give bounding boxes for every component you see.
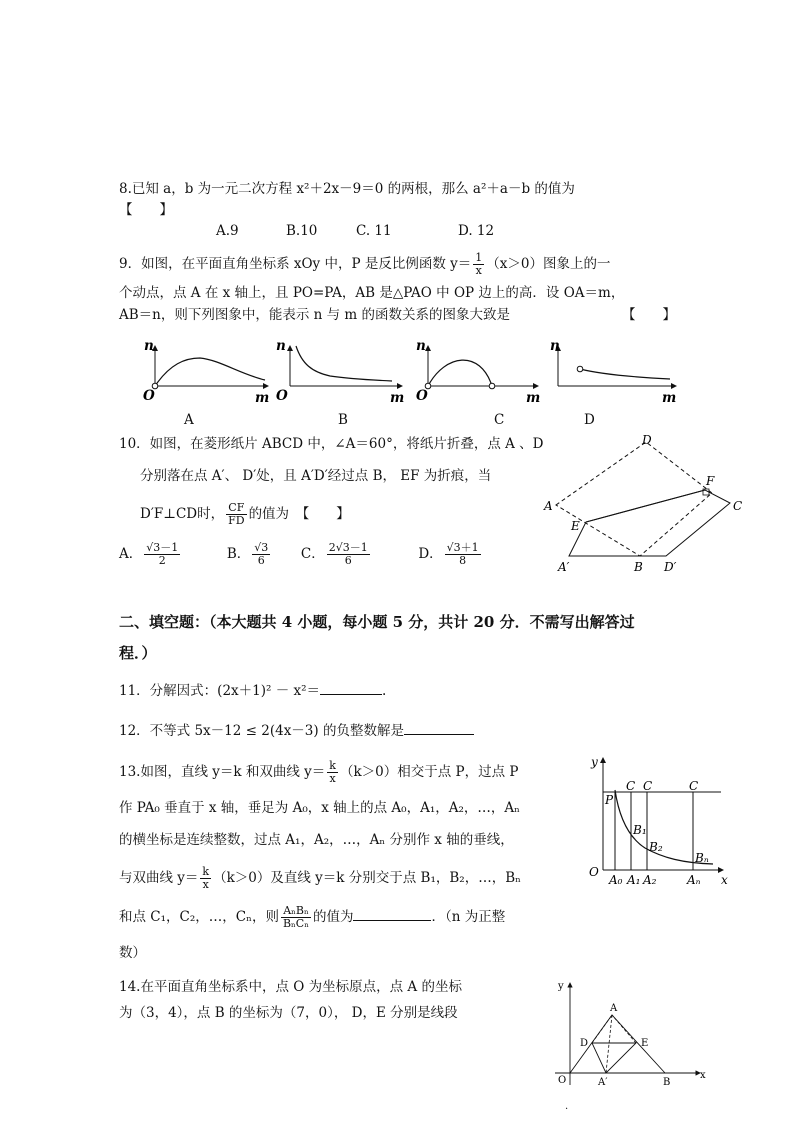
q9-frac-den: x bbox=[475, 264, 482, 277]
q9-line1-a: 9．如图，在平面直角坐标系 xOy 中，P 是反比例函数 y＝ bbox=[119, 256, 472, 272]
q10-line1: 10．如图，在菱形纸片 ABCD 中，∠A＝60°，将纸片折叠，点 A 、D bbox=[119, 436, 544, 452]
q8-option-c: C. 11 bbox=[356, 223, 392, 239]
graph-label-a: A bbox=[184, 412, 194, 428]
q14-label-a-prime: A′ bbox=[598, 1077, 608, 1088]
q14-label-x: x bbox=[700, 1070, 706, 1081]
graph-b bbox=[276, 338, 404, 406]
graph-c-n: n bbox=[416, 338, 426, 354]
q13-frac3-num: AₙBₙ bbox=[281, 905, 311, 918]
q10-line3-a: D′F⊥CD时， bbox=[140, 506, 225, 522]
q13-label-x: x bbox=[721, 873, 728, 887]
q13-line4-a: 与双曲线 y＝ bbox=[119, 870, 199, 886]
q10-option-c-num: 2√3－1 bbox=[328, 541, 368, 554]
q10-option-a-num: √3－1 bbox=[146, 541, 179, 554]
q8-stem: 8.已知 a，b 为一元二次方程 x²＋2x－9＝0 的两根，那么 a²＋a－b 的值为 bbox=[119, 181, 575, 197]
q10-option-a-frac bbox=[144, 542, 180, 567]
graph-a bbox=[143, 338, 269, 406]
q13-label-y: y bbox=[591, 755, 598, 769]
q8-option-d: D. 12 bbox=[458, 223, 495, 239]
q10-label-c: C bbox=[733, 499, 743, 513]
q13-label-a0: A₀ bbox=[609, 873, 623, 887]
q13-label-a1: A₁ bbox=[627, 873, 641, 887]
q13-answer-blank[interactable] bbox=[353, 906, 431, 921]
graph-a-curve bbox=[155, 358, 265, 386]
q10-crease-ef bbox=[586, 490, 705, 522]
graph-d bbox=[550, 338, 676, 406]
q13-label-b2: B₂ bbox=[649, 840, 663, 854]
q13-line4-b: （k＞0）及直线 y＝k 分别交于点 B₁，B₂，…，Bₙ bbox=[213, 870, 521, 886]
q13-frac3-den: BₙCₙ bbox=[282, 917, 309, 930]
q10-label-a: A bbox=[544, 499, 553, 513]
q13-line5 bbox=[119, 905, 505, 930]
q14-triangle-dea bbox=[592, 1043, 636, 1073]
q10-option-c-frac bbox=[327, 542, 370, 567]
page-footer-dot: . bbox=[565, 1101, 569, 1112]
q13-line5-c: ．（n 为正整 bbox=[431, 909, 506, 925]
q10-option-d-frac bbox=[445, 542, 481, 567]
q13-line1-a: 13.如图，直线 y＝k 和双曲线 y＝ bbox=[119, 764, 326, 780]
graph-a-m: m bbox=[255, 390, 270, 406]
q13-frac-num: k bbox=[329, 759, 336, 772]
q10-original-rhombus bbox=[556, 442, 712, 556]
q13-line1-b: （k＞0）相交于点 P，过点 P bbox=[339, 764, 519, 780]
q13-line1 bbox=[119, 760, 518, 785]
q9-fraction bbox=[473, 252, 484, 277]
q10-option-c-letter: C． bbox=[300, 546, 325, 562]
q10-label-d: D bbox=[642, 433, 652, 447]
q10-option-d-num: √3＋1 bbox=[446, 541, 479, 554]
q9-line1-b: （x＞0）图象上的一 bbox=[486, 256, 611, 272]
q10-label-f: F bbox=[706, 474, 715, 488]
q9-line1 bbox=[119, 252, 610, 277]
graph-label-c: C bbox=[494, 412, 505, 428]
q9-frac-num: 1 bbox=[475, 251, 483, 264]
q10-line3-b: 的值为 【 】 bbox=[248, 506, 350, 522]
q13-label-bn: Bₙ bbox=[695, 851, 709, 865]
q10-figure bbox=[536, 430, 748, 575]
graph-label-d: D bbox=[584, 412, 595, 428]
q10-option-a-letter: A． bbox=[119, 546, 143, 562]
q14-line2: 为（3，4），点 B 的坐标为（7，0）， D，E 分别是线段 bbox=[119, 1005, 458, 1021]
q11 bbox=[119, 680, 386, 700]
q10-option-d-letter: D． bbox=[418, 546, 443, 562]
q14-label-o: O bbox=[558, 1075, 567, 1086]
q13-label-c2: C bbox=[643, 779, 653, 793]
q10-label-d-prime: D′ bbox=[664, 560, 677, 574]
q10-option-b-frac bbox=[252, 542, 270, 567]
q13-line4 bbox=[119, 866, 521, 891]
q14-line1: 14.在平面直角坐标系中，点 O 为坐标原点，点 A 的坐标 bbox=[119, 979, 462, 995]
q10-option-c-den: 6 bbox=[344, 554, 352, 567]
q14-label-d: D bbox=[580, 1038, 589, 1049]
q13-label-p: P bbox=[605, 793, 614, 807]
graph-d-curve bbox=[580, 369, 670, 379]
graph-c-open-point-right bbox=[489, 383, 495, 389]
q12 bbox=[119, 720, 474, 740]
q10-frac-num: CF bbox=[226, 502, 246, 515]
q10-label-e: E bbox=[571, 519, 580, 533]
q14-figure bbox=[540, 975, 720, 1095]
q9-line3: AB＝n，则下列图象中，能表示 n 与 m 的函数关系的图象大致是 bbox=[119, 307, 511, 323]
q12-answer-blank[interactable] bbox=[404, 720, 474, 735]
graph-label-b: B bbox=[338, 412, 348, 428]
q10-frac-den: FD bbox=[228, 514, 245, 527]
q10-option-b-num: √3 bbox=[254, 541, 269, 554]
q13-label-c1: C bbox=[626, 779, 636, 793]
q11-answer-blank[interactable] bbox=[320, 680, 382, 695]
q10-option-a bbox=[119, 541, 182, 567]
q13-line2: 作 PA₀ 垂直于 x 轴，垂足为 A₀，x 轴上的点 A₀，A₁，A₂，…，Aₙ bbox=[119, 800, 521, 816]
q10-line2: 分别落在点 A′、 D′处，且 A′D′经过点 B， EF 为折痕，当 bbox=[140, 468, 492, 484]
graph-c-o: O bbox=[416, 388, 428, 404]
q10-option-b-letter: B． bbox=[226, 546, 251, 562]
q8-bracket: 【 】 bbox=[119, 202, 173, 218]
q11-end: . bbox=[382, 683, 387, 699]
graph-a-n: n bbox=[144, 338, 154, 354]
q9-graphs bbox=[140, 334, 690, 410]
q14-label-b: B bbox=[663, 1077, 671, 1088]
q10-option-a-den: 2 bbox=[158, 554, 166, 567]
q9-bracket: 【 】 bbox=[622, 307, 676, 323]
q13-label-an: Aₙ bbox=[687, 873, 701, 887]
q10-folded-shape bbox=[569, 490, 730, 556]
q13-line6: 数） bbox=[119, 945, 146, 961]
graph-b-m: m bbox=[390, 390, 405, 406]
graph-b-n: n bbox=[276, 338, 286, 354]
q10-option-b bbox=[226, 541, 272, 567]
q10-options bbox=[119, 542, 483, 567]
q10-label-b: B bbox=[634, 560, 643, 574]
q13-fraction bbox=[327, 760, 338, 785]
graph-d-m: m bbox=[662, 390, 677, 406]
q13-figure bbox=[583, 752, 733, 887]
graph-b-o: O bbox=[276, 388, 288, 404]
q8-option-b: B.10 bbox=[286, 223, 318, 239]
q13-label-c3: C bbox=[689, 779, 699, 793]
graph-a-o: O bbox=[143, 388, 155, 404]
q10-option-b-den: 6 bbox=[257, 554, 265, 567]
section2-heading-cont: 程．） bbox=[119, 644, 157, 662]
q13-label-b1: B₁ bbox=[633, 823, 647, 837]
q9-line2: 个动点，点 A 在 x 轴上，且 PO=PA，AB 是△PAO 中 OP 边上的高．设 OA＝m， bbox=[119, 285, 625, 301]
graph-c-curve bbox=[428, 360, 492, 386]
graph-d-open-point bbox=[577, 366, 583, 372]
graph-c-m: m bbox=[526, 390, 541, 406]
q11-text: 11．分解因式：(2x＋1)² － x²＝ bbox=[119, 683, 321, 699]
q10-line3 bbox=[140, 502, 350, 527]
section2-heading: 二、填空题：（本大题共 4 小题，每小题 5 分，共计 20 分．不需写出解答过 bbox=[119, 613, 635, 631]
q14-label-a: A bbox=[610, 1003, 618, 1014]
q10-option-c bbox=[300, 541, 372, 567]
q13-label-o: O bbox=[589, 865, 599, 879]
graph-d-n: n bbox=[550, 338, 560, 354]
q10-label-a-prime: A′ bbox=[558, 560, 570, 574]
q12-text: 12．不等式 5x－12 ≤ 2(4x－3) 的负整数解是 bbox=[119, 723, 404, 739]
q14-fold-line bbox=[606, 1015, 612, 1073]
q13-line3: 的横坐标是连续整数，过点 A₁，A₂，…，Aₙ 分别作 x 轴的垂线， bbox=[119, 832, 514, 848]
q10-fraction bbox=[226, 502, 246, 527]
q8-option-a: A.9 bbox=[216, 223, 239, 239]
q13-label-a2: A₂ bbox=[643, 873, 657, 887]
q13-frac-den: x bbox=[329, 772, 336, 785]
graph-c bbox=[416, 338, 540, 406]
q13-fraction-2 bbox=[200, 866, 211, 891]
q10-option-d bbox=[418, 541, 482, 567]
q14-label-e: E bbox=[641, 1038, 649, 1049]
q14-label-y: y bbox=[558, 981, 564, 992]
q13-line5-b: 的值为 bbox=[312, 909, 354, 925]
q13-line5-a: 和点 C₁，C₂，…，Cₙ，则 bbox=[119, 909, 279, 925]
q13-frac2-den: x bbox=[202, 878, 209, 891]
q13-fraction-3 bbox=[281, 905, 311, 930]
q10-option-d-den: 8 bbox=[459, 554, 467, 567]
graph-b-curve bbox=[296, 346, 392, 381]
q13-frac2-num: k bbox=[202, 865, 210, 878]
